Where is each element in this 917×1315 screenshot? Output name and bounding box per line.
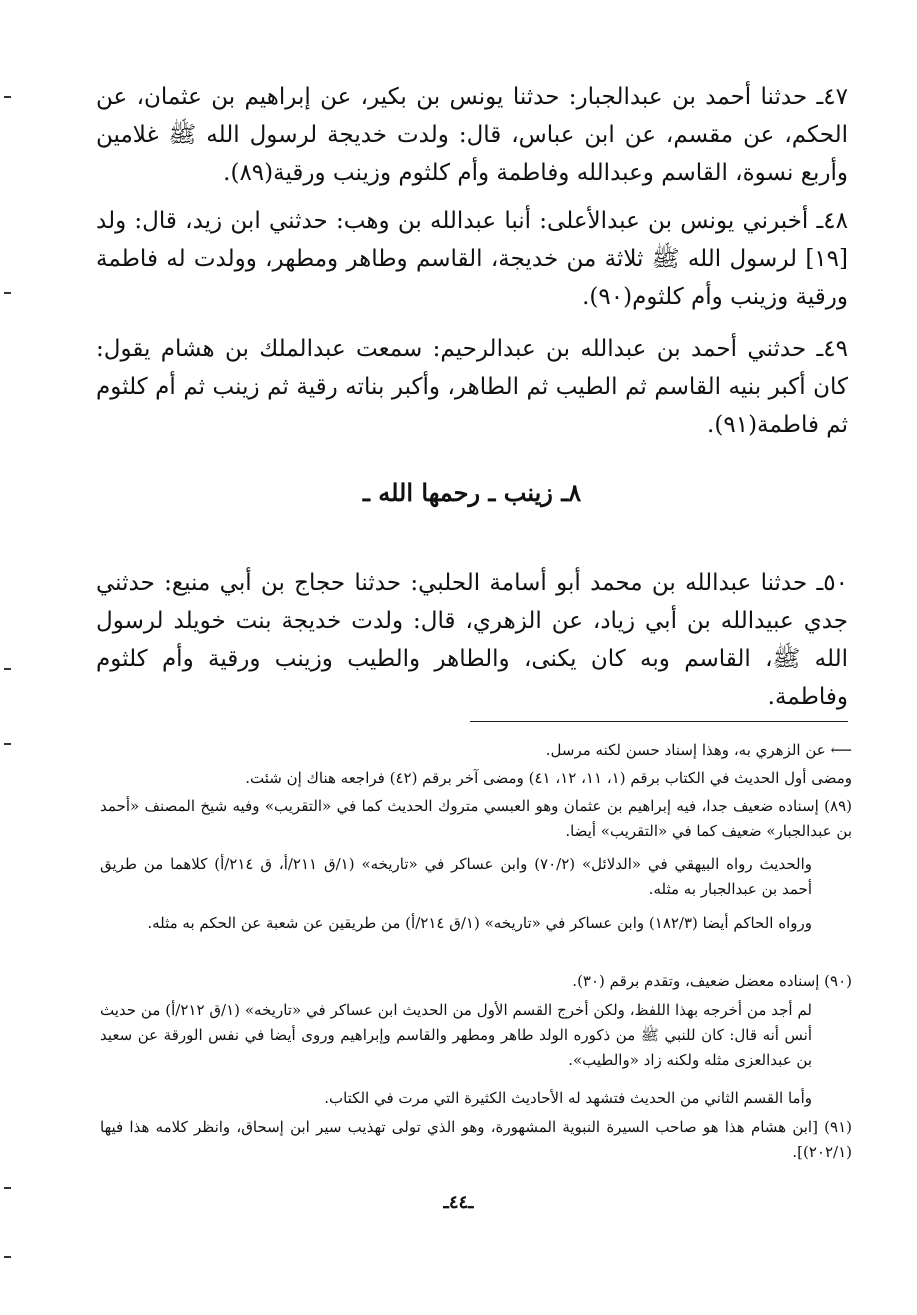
footnote-89-part-3: ورواه الحاكم أيضا (١٨٢/٣) وابن عساكر في «تاريخه» (١/ق ٢١٤/أ) من طريقين عن شعبة عن الحكم به مثله. [147, 914, 812, 932]
margin-mark [4, 292, 11, 294]
footnote-89: (٨٩) إسناده ضعيف جدا، فيه إبراهيم بن عثمان وهو العبسي متروك الحديث كما في «التقريب» وفيه شيخ المصنف «أحمد بن عبدالجبار» ضعيف كما في «التقريب» أيضا. [100, 797, 852, 840]
hadith-48: ٤٨ـ أخبرني يونس بن عبدالأعلى: أنبا عبدالله بن وهب: حدثني ابن زيد، قال: ولد [١٩] لرسول الله ﷺ ثلاثة من خديجة، القاسم وطاهر ومطهر، وولدت له فاطمة ورقية وزينب وأم كلثوم(٩٠). [96, 208, 848, 310]
footnote-91: (٩١) [ابن هشام هذا هو صاحب السيرة النبوية المشهورة، وهو الذي تولى تهذيب سير ابن إسحاق، وانظر كلامه هذا فيها (٢٠٢/١)]. [100, 1118, 852, 1161]
margin-mark [4, 743, 11, 745]
footnote-89-part-2: والحديث رواه البيهقي في «الدلائل» (٧٠/٢) وابن عساكر في «تاريخه» (١/ق ٢١١/أ، ق ٢١٤/أ) كلاهما من طريق أحمد بن عبدالجبار به مثله. [100, 855, 812, 898]
footnote-continuation-1: ⟵ عن الزهري به، وهذا إسناد حسن لكنه مرسل. [545, 741, 852, 759]
margin-mark [4, 96, 11, 98]
footnote-separator [470, 721, 848, 722]
margin-mark [4, 1256, 11, 1258]
footnote-90: (٩٠) إسناده معضل ضعيف، وتقدم برقم (٣٠). [572, 972, 852, 990]
footnote-90-part-3: وأما القسم الثاني من الحديث فتشهد له الأحاديث الكثيرة التي مرت في الكتاب. [324, 1089, 812, 1107]
hadith-47: ٤٧ـ حدثنا أحمد بن عبدالجبار: حدثنا يونس بن بكير، عن إبراهيم بن عثمان، عن الحكم، عن مقسم، عن ابن عباس، قال: ولدت خديجة لرسول الله ﷺ غلامين وأربع نسوة، القاسم وعبدالله وفاطمة وأم كلثوم وزينب ورقية(٨٩). [96, 84, 848, 186]
footnote-continuation-2: ومضى أول الحديث في الكتاب برقم (١، ١١، ١٢، ٤١) ومضى آخر برقم (٤٢) فراجعه هناك إن شئت. [245, 769, 852, 787]
hadith-50: ٥٠ـ حدثنا عبدالله بن محمد أبو أسامة الحلبي: حدثنا حجاج بن أبي منيع: حدثني جدي عبيدالله بن أبي زياد، عن الزهري، قال: ولدت خديجة بنت خويلد لرسول الله ﷺ، القاسم وبه كان يكنى، والطاهر والطيب وزينب ورقية وأم كلثوم وفاطمة. [96, 570, 848, 710]
margin-mark [4, 668, 11, 670]
margin-mark [4, 1187, 11, 1189]
page-number: ـ٤٤ـ [443, 1192, 474, 1213]
footnote-90-part-2: لم أجد من أخرجه بهذا اللفظ، ولكن أخرج القسم الأول من الحديث ابن عساكر في «تاريخه» (١/ق ٢١٢/أ) من حديث أنس أنه قال: كان للنبي ﷺ من ذكوره الولد طاهر ومطهر والقاسم وإبراهيم وروى أيضا في نفس الورقة عن سعيد بن عبدالعزى مثله ولكنه زاد «والطيب». [100, 1001, 813, 1069]
section-heading: ٨ـ زينب ـ رحمها الله ـ [362, 478, 582, 507]
hadith-49: ٤٩ـ حدثني أحمد بن عبدالله بن عبدالرحيم: سمعت عبدالملك بن هشام يقول: كان أكبر بنيه القاسم ثم الطيب ثم الطاهر، وأكبر بناته رقية ثم زينب ثم أم كلثوم ثم فاطمة(٩١). [96, 336, 848, 438]
